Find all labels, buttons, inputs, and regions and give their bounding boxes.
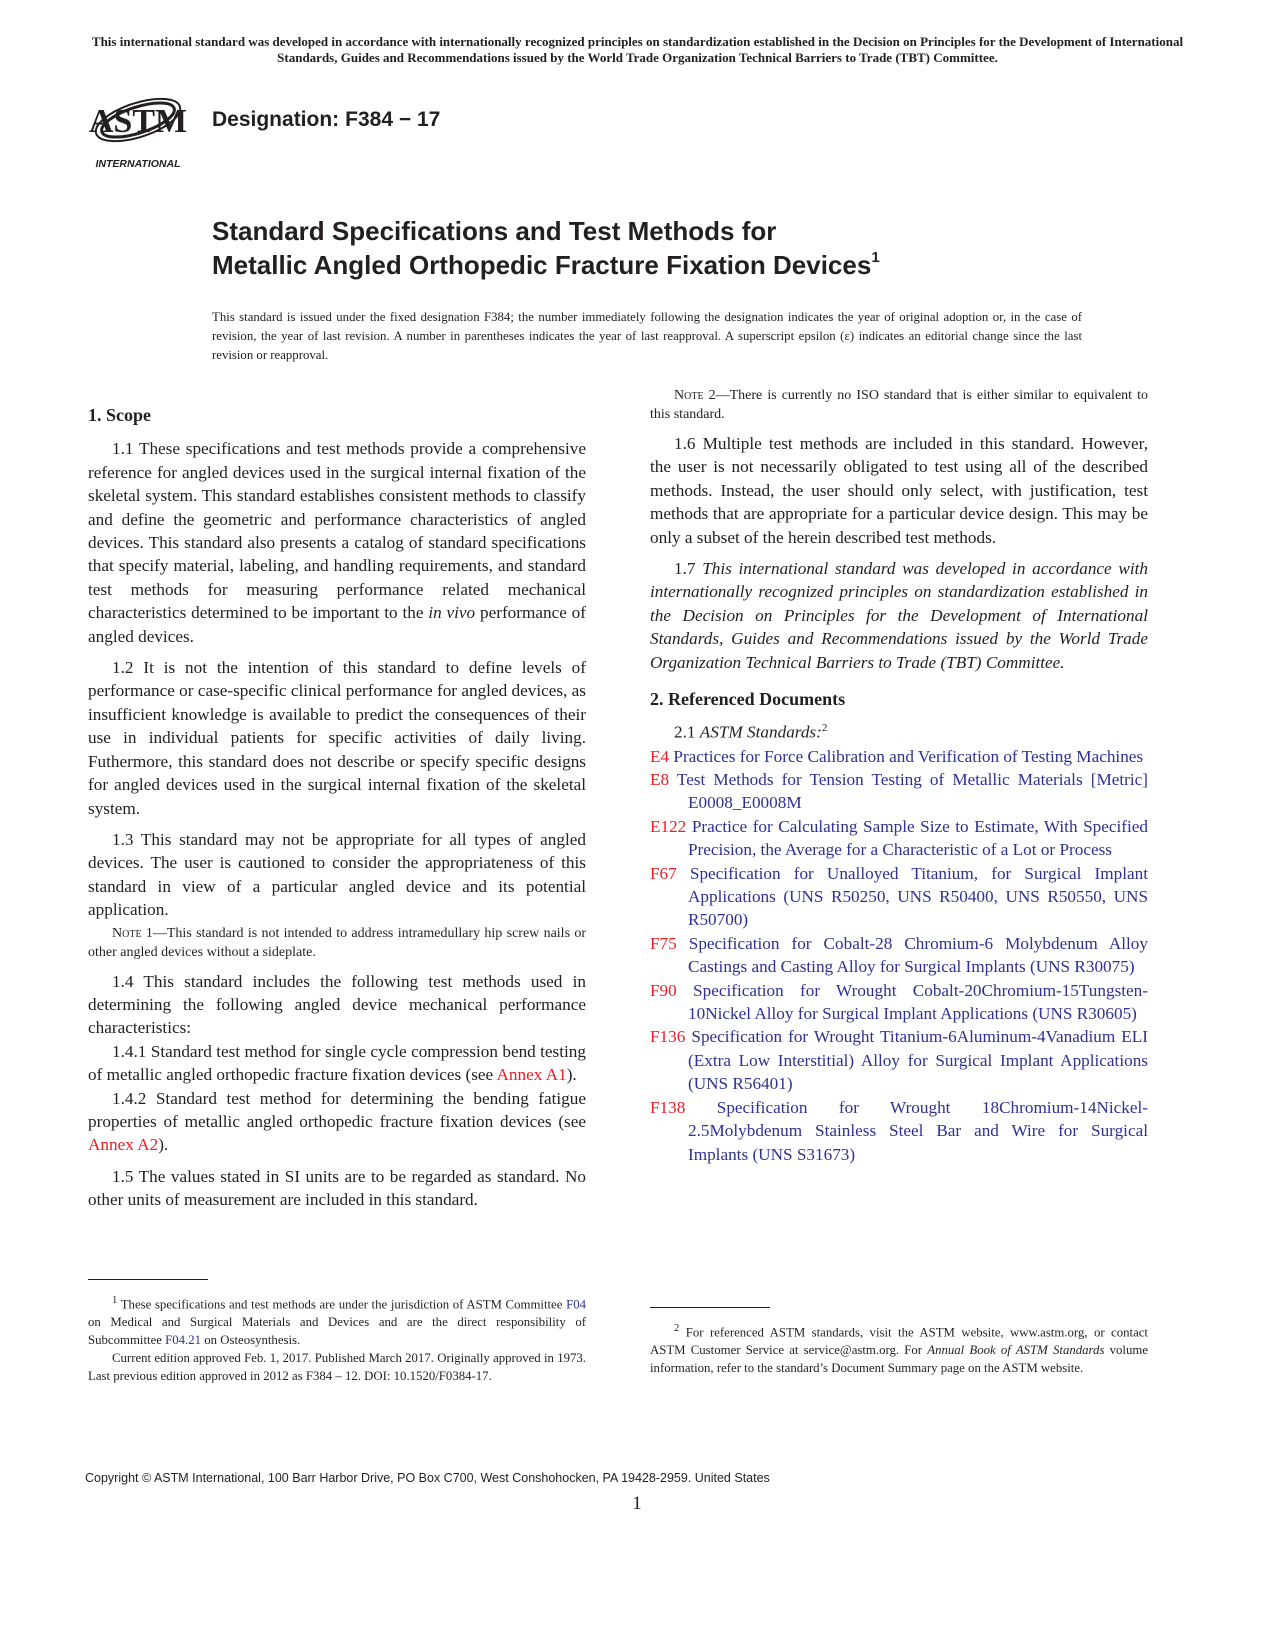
logo-letters: ASTM [88, 103, 188, 140]
footnote-1-edition: Current edition approved Feb. 1, 2017. Published March 2017. Originally approved in 1973. Last previous edition approved in 2012 as F384 – 12. DOI: 10.1520/F0384-17. [88, 1351, 586, 1384]
title-footnote-mark: 1 [871, 249, 880, 266]
reference-item[interactable] [650, 768, 1148, 815]
logo-wordmark: INTERNATIONAL [95, 158, 181, 170]
footnote-1-mark: 1 [112, 1295, 118, 1306]
reference-title[interactable]: Specification for Wrought Titanium-6Aluminum-4Vanadium ELI (Extra Low Interstitial) Alloy for Surgical Implant Applications (UNS R56401) [685, 1027, 1148, 1094]
footnote-2-text-b: volume information, refer to the standard’s Document Summary page on the ASTM website. [650, 1343, 1149, 1376]
para-1-7-text: This international standard was developed in accordance with internationally recognized principles on standardization established in the Decision on Principles for the Development of International Standards, Guides and Recommendations issued by the World Trade Organization Technical Barriers to Trade (TBT) Committee. [650, 559, 1148, 672]
annex-a1-link[interactable]: Annex A1 [496, 1065, 567, 1085]
footnote-1-para [88, 1292, 586, 1349]
footnote-rule-right [650, 1307, 770, 1308]
issue-note: This standard is issued under the fixed designation F384; the number immediately following the designation indicates the year of original adoption or, in the case of revision, the year of last revision. A number in parentheses indicates the year of last reapproval. A superscript epsilon (ε) indicates an editorial change since the last revision or reapproval. [212, 310, 1082, 362]
note-2-label: Note [674, 388, 704, 403]
para-1-4-1-end: ). [566, 1065, 577, 1085]
para-1-1 [88, 437, 586, 648]
astm-logo-icon [88, 82, 196, 174]
reference-title[interactable]: Specification for Cobalt-28 Chromium-6 Molybdenum Alloy Castings and Casting Alloy for Surgical Implants (UNS R30075) [676, 933, 1148, 977]
para-1-1-end: performance of angled devices. [88, 603, 586, 646]
reference-title[interactable]: Practice for Calculating Sample Size to Estimate, With Specified Precision, the Average for a Characteristic of a Lot or Process [686, 816, 1148, 860]
subheading-footnote-mark: 2 [821, 722, 828, 735]
reference-item[interactable] [650, 815, 1148, 862]
scope-heading: 1. Scope [88, 405, 151, 425]
title-line-2: Metallic Angled Orthopedic Fracture Fixation Devices [212, 250, 872, 280]
reference-item[interactable] [650, 979, 1148, 1026]
footnote-1-text-b: on Medical and Surgical Materials and Devices and are the direct responsibility of Subcommittee [88, 1315, 586, 1348]
subheading-label: ASTM Standards: [699, 723, 822, 743]
reference-item[interactable] [650, 862, 1148, 932]
footnote-rule-left [88, 1279, 208, 1280]
reference-code[interactable]: E8 [650, 770, 670, 790]
para-1-7 [650, 557, 1148, 674]
right-column [650, 386, 1148, 1166]
para-1-4-1 [88, 1040, 586, 1087]
note-2 [650, 386, 1148, 424]
para-1-7-number: 1.7 [674, 559, 703, 579]
title-line-1: Standard Specifications and Test Methods for [212, 216, 777, 246]
designation-value: F384 − 17 [345, 108, 441, 131]
footnote-2-mark: 2 [674, 1323, 680, 1334]
footnote-1-text-a: These specifications and test methods are under the jurisdiction of ASTM Committee [117, 1297, 567, 1312]
reference-code[interactable]: E4 [650, 746, 670, 766]
subcommittee-f0421-link[interactable]: F04.21 [165, 1333, 202, 1348]
subheading-number: 2.1 [674, 723, 700, 743]
astm-standards-subheading [650, 717, 1148, 744]
reference-item[interactable] [650, 1025, 1148, 1095]
copyright: Copyright © ASTM International, 100 Barr Harbor Drive, PO Box C700, West Conshohocken, PA 19428-2959. United States [85, 1471, 770, 1485]
page-number: 1 [632, 1493, 642, 1514]
para-1-2: 1.2 It is not the intention of this standard to define levels of performance or case-specific clinical performance for angled devices, as insufficient knowledge is available to predict the consequences of their use in individual patients for specific activities of daily living. Futhermore, this standard does not describe or specify specific designs for angled devices used in the surgical internal fixation of the skeletal system. [88, 658, 586, 818]
para-1-1-text: 1.1 These specifications and test methods provide a comprehensive reference for angled devices used in the surgical internal fixation of the skeletal system. This standard establishes consistent methods to classify and define the geometric and performance characteristics of angled devices. This standard also presents a catalog of standard specifications that specify material, labeling, and handling requirements, and standard test methods for measuring performance related mechanical characteristics determined to be important to the [88, 439, 586, 623]
note-2-text: 2—There is currently no ISO standard that is either similar to equivalent to this standard. [650, 388, 1148, 422]
para-1-6: 1.6 Multiple test methods are included in this standard. However, the user is not necessarily obligated to test using all of the described methods. Instead, the user should only select, with justification, test methods that are appropriate for a particular device design. This may be only a subset of the herein described test methods. [650, 434, 1148, 547]
reference-item[interactable] [650, 932, 1148, 979]
reference-code[interactable]: F75 [650, 933, 677, 953]
para-1-4-2-end: ). [158, 1135, 169, 1155]
para-1-5: 1.5 The values stated in SI units are to be regarded as standard. No other units of measurement are included in this standard. [88, 1166, 586, 1210]
reference-title[interactable]: Specification for Unalloyed Titanium, for Surgical Implant Applications (UNS R50250, UNS R50400, UNS R50550, UNS R50700) [676, 863, 1148, 930]
reference-title[interactable]: Test Methods for Tension Testing of Metallic Materials [Metric] E0008_E0008M [669, 770, 1148, 813]
reference-code[interactable]: F67 [650, 863, 677, 883]
left-column [88, 404, 586, 1220]
para-1-1-italic: in vivo [428, 603, 476, 623]
reference-code[interactable]: E122 [650, 816, 687, 836]
footnote-1-text-c: on Osteosynthesis. [201, 1333, 301, 1348]
reference-item[interactable] [650, 745, 1148, 768]
footnote-2 [650, 1320, 1148, 1377]
document-title [212, 214, 880, 282]
note-1 [88, 924, 586, 962]
wto-notice: This international standard was developed in accordance with internationally recognized principles on standardization established in the Decision on Principles for the Development of International Standards, Guides and Recommendations issued by the World Trade Organization Technical Barriers to Trade (TBT) Committee. [91, 34, 1184, 65]
para-1-4: 1.4 This standard includes the following test methods used in determining the following angled device mechanical performance characteristics: [88, 971, 586, 1038]
annex-a2-link[interactable]: Annex A2 [88, 1135, 159, 1155]
referenced-heading: 2. Referenced Documents [650, 689, 846, 710]
designation [212, 108, 440, 132]
reference-list [650, 745, 1148, 1166]
reference-code[interactable]: F136 [650, 1027, 686, 1047]
note-1-text: 1—This standard is not intended to address intramedullary hip screw nails or other angled devices without a sideplate. [88, 925, 586, 960]
para-1-4-1-text: 1.4.1 Standard test method for single cycle compression bend testing of metallic angled orthopedic fracture fixation devices (see [88, 1041, 586, 1085]
note-1-label: Note [112, 925, 142, 941]
footnote-2-para [650, 1320, 1148, 1377]
footnote-2-text-a: For referenced ASTM standards, visit the ASTM website, www.astm.org, or contact ASTM Customer Service at service@astm.org. For [650, 1325, 1148, 1358]
footnote-1 [88, 1292, 586, 1385]
para-1-4-2 [88, 1087, 586, 1157]
footnote-2-italic: Annual Book of ASTM Standards [927, 1343, 1105, 1358]
para-1-4-2-text: 1.4.2 Standard test method for determining the bending fatigue properties of metallic angled orthopedic fracture fixation devices (see [88, 1088, 586, 1131]
reference-title[interactable]: Practices for Force Calibration and Verification of Testing Machines [669, 746, 1144, 766]
committee-f04-link[interactable]: F04 [566, 1297, 586, 1312]
designation-label: Designation: [212, 108, 340, 131]
reference-code[interactable]: F138 [650, 1097, 686, 1117]
reference-title[interactable]: Specification for Wrought 18Chromium-14Nickel-2.5Molybdenum Stainless Steel Bar and Wire for Surgical Implants (UNS S31673) [685, 1097, 1148, 1164]
para-1-3: 1.3 This standard may not be appropriate for all types of angled devices. The user is cautioned to consider the appropriateness of this standard in view of a particular angled device and its potential application. [88, 829, 586, 920]
reference-title[interactable]: Specification for Wrought Cobalt-20Chromium-15Tungsten-10Nickel Alloy for Surgical Implant Applications (UNS R30605) [676, 980, 1148, 1024]
reference-item[interactable] [650, 1096, 1148, 1166]
reference-code[interactable]: F90 [650, 980, 677, 1000]
astm-logo [88, 82, 196, 174]
